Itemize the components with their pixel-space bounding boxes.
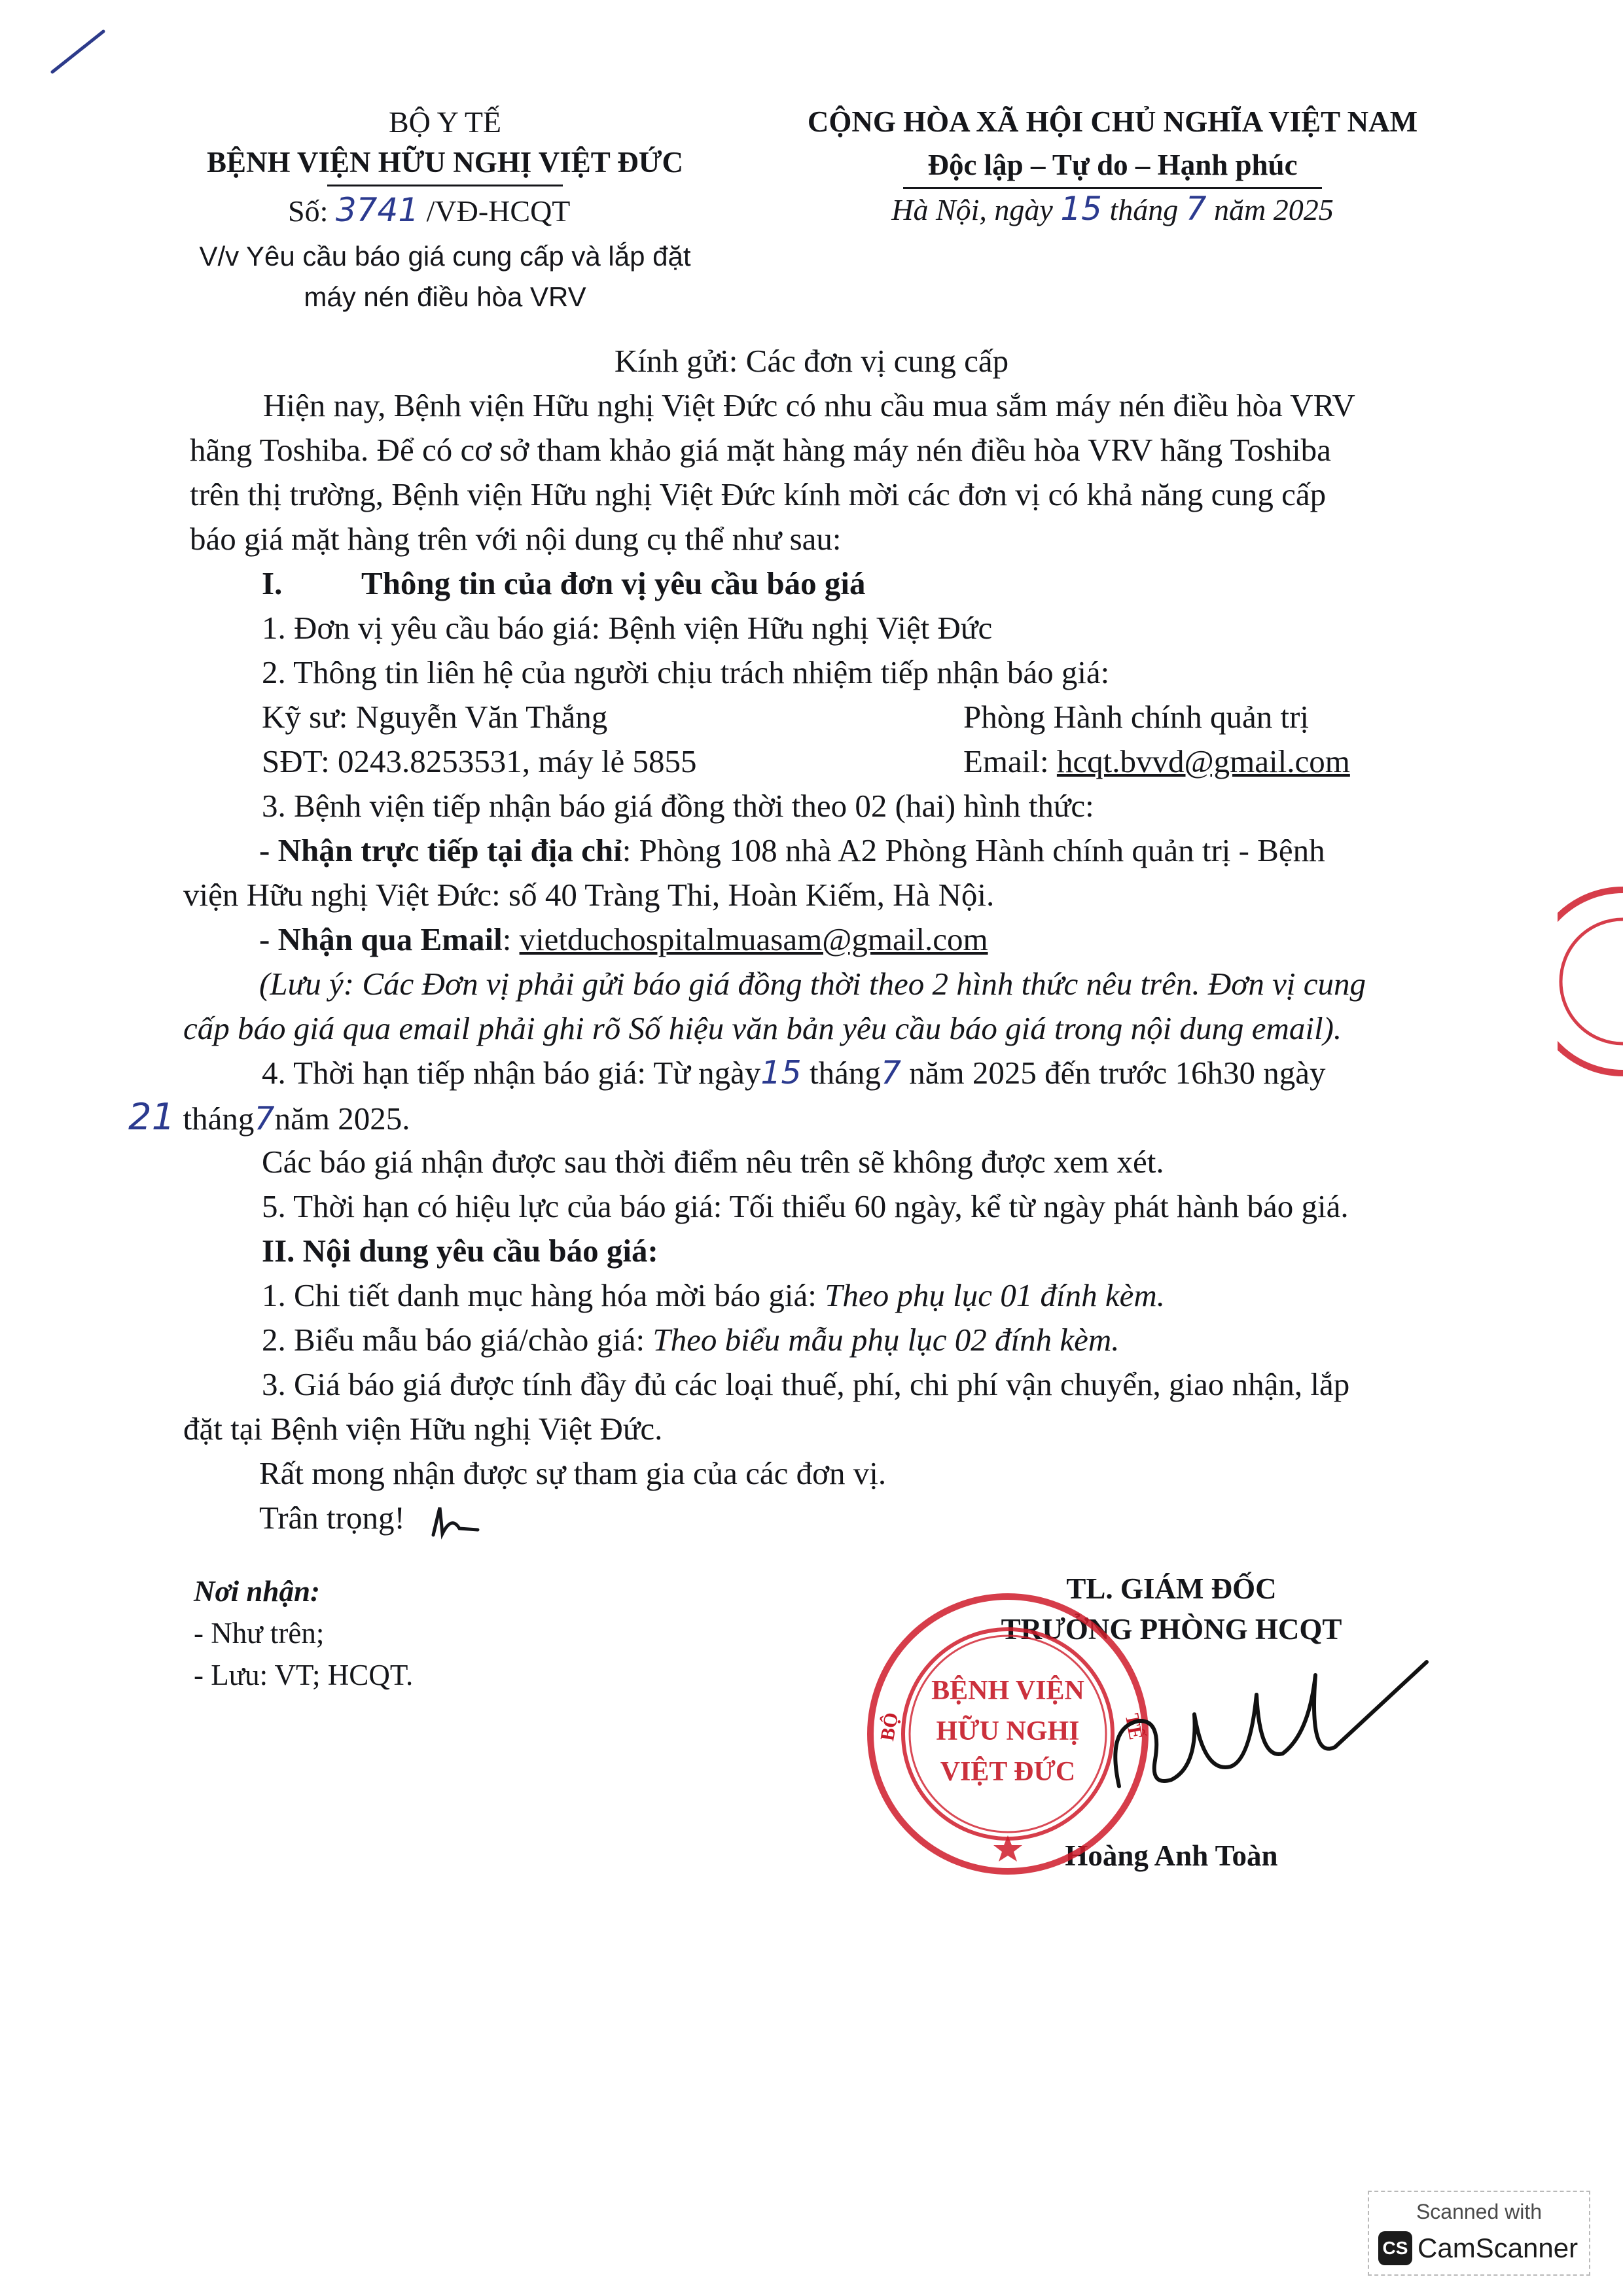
document-number-suffix: /VĐ-HCQT bbox=[426, 194, 571, 228]
closing-line-2: Trân trọng! bbox=[259, 1500, 405, 1536]
item-4-day-2: 21 bbox=[128, 1096, 175, 1139]
contact-email-link[interactable]: hcqt.bvvd@gmail.com bbox=[1056, 743, 1350, 779]
document-number-prefix: Số: bbox=[288, 194, 329, 228]
date-suffix: năm 2025 bbox=[1214, 193, 1334, 226]
direct-receipt-label: - Nhận trực tiếp tại địa chỉ bbox=[259, 832, 622, 868]
item-4-text-d: tháng bbox=[183, 1101, 255, 1137]
date-mid: tháng bbox=[1109, 193, 1179, 226]
intro-line-4: báo giá mặt hàng trên với nội dung cụ thể như sau: bbox=[190, 521, 842, 557]
initial-mark bbox=[425, 1502, 484, 1542]
department-name: Phòng Hành chính quản trị bbox=[963, 699, 1310, 735]
contact-email bbox=[963, 741, 1350, 783]
item-4-text-b: tháng bbox=[809, 1055, 881, 1091]
email-receipt-link[interactable]: vietduchospitalmuasam@gmail.com bbox=[519, 921, 988, 957]
section-1-item-4-line-2 bbox=[128, 1097, 410, 1140]
edge-seal bbox=[1558, 883, 1623, 1080]
section-1-title: Thông tin của đơn vị yêu cầu báo giá bbox=[361, 565, 866, 601]
item-4-month-2: 7 bbox=[254, 1100, 275, 1137]
country-name: CỘNG HÒA XÃ HỘI CHỦ NGHĨA VIỆT NAM bbox=[807, 105, 1418, 138]
phone-number: SĐT: 0243.8253531, máy lẻ 5855 bbox=[262, 743, 697, 779]
section-1-number: I. bbox=[262, 565, 283, 601]
recipients-title: Nơi nhận: bbox=[194, 1575, 320, 1608]
camscanner-logo-icon: CS bbox=[1378, 2231, 1412, 2265]
item-4-text-c: năm 2025 đến trước 16h30 ngày bbox=[909, 1055, 1326, 1091]
section-1-item-2: 2. Thông tin liên hệ của người chịu trách nhiệm tiếp nhận báo giá: bbox=[262, 654, 1110, 690]
camscanner-caption: Scanned with bbox=[1416, 2200, 1543, 2223]
direct-receipt-line bbox=[259, 830, 1325, 872]
note-line-1: (Lưu ý: Các Đơn vị phải gửi báo giá đồng thời theo 2 hình thức nêu trên. Đơn vị cung bbox=[259, 966, 1366, 1002]
hospital-underline bbox=[327, 185, 563, 186]
item-4-text-e: năm 2025. bbox=[274, 1101, 410, 1137]
recipient-1: - Như trên; bbox=[194, 1617, 325, 1650]
direct-receipt-value: : Phòng 108 nhà A2 Phòng Hành chính quản trị - Bệnh bbox=[622, 832, 1325, 868]
section-1-item-5: 5. Thời hạn có hiệu lực của báo giá: Tối thiểu 60 ngày, kể từ ngày phát hành báo giá. bbox=[262, 1188, 1349, 1224]
note-line-2: cấp báo giá qua email phải ghi rõ Số hiệu văn bản yêu cầu báo giá trong nội dung email). bbox=[183, 1010, 1342, 1046]
subject-line-2: máy nén điều hòa VRV bbox=[304, 281, 586, 312]
section-2-item-1-text: 1. Chi tiết danh mục hàng hóa mời báo giá: bbox=[262, 1277, 825, 1313]
section-2-title: II. Nội dung yêu cầu báo giá: bbox=[262, 1233, 658, 1269]
late-quote-note: Các báo giá nhận được sau thời điểm nêu trên sẽ không được xem xét. bbox=[262, 1144, 1164, 1180]
section-1-item-1: 1. Đơn vị yêu cầu báo giá: Bệnh viện Hữu nghị Việt Đức bbox=[262, 610, 993, 646]
motto: Độc lập – Tự do – Hạnh phúc bbox=[927, 149, 1298, 181]
handwritten-signature bbox=[1099, 1636, 1440, 1806]
intro-line-1: Hiện nay, Bệnh viện Hữu nghị Việt Đức có nhu cầu mua sắm máy nén điều hòa VRV bbox=[263, 387, 1355, 423]
stamp-line-1: BỆNH VIỆN bbox=[931, 1676, 1084, 1706]
contact-email-label: Email: bbox=[963, 743, 1049, 779]
section-1-item-4 bbox=[262, 1052, 1326, 1094]
engineer-name: Kỹ sư: Nguyễn Văn Thắng bbox=[262, 699, 608, 735]
intro-line-2: hãng Toshiba. Để có cơ sở tham khảo giá mặt hàng máy nén điều hòa VRV hãng Toshiba bbox=[190, 432, 1331, 468]
date-line bbox=[759, 190, 1466, 228]
signer-name: Hoàng Anh Toàn bbox=[1065, 1839, 1278, 1872]
hospital-name: BỆNH VIỆN HỮU NGHỊ VIỆT ĐỨC bbox=[206, 146, 684, 179]
stamp-side-left: BỘ bbox=[876, 1710, 903, 1743]
document-number bbox=[288, 191, 570, 229]
corner-pen-mark bbox=[46, 26, 111, 79]
stamp-line-3: VIỆT ĐỨC bbox=[940, 1757, 1076, 1787]
item-4-text-a: 4. Thời hạn tiếp nhận báo giá: Từ ngày bbox=[262, 1055, 761, 1091]
recipient-2: - Lưu: VT; HCQT. bbox=[194, 1659, 414, 1691]
closing-line-1: Rất mong nhận được sự tham gia của các đơn vị. bbox=[259, 1455, 887, 1491]
section-1-item-3: 3. Bệnh viện tiếp nhận báo giá đồng thời theo 02 (hai) hình thức: bbox=[262, 788, 1094, 824]
intro-line-3: trên thị trường, Bệnh viện Hữu nghị Việt Đức kính mời các đơn vị có khả năng cung cấp bbox=[190, 476, 1327, 512]
section-2-item-3-line-2: đặt tại Bệnh viện Hữu nghị Việt Đức. bbox=[183, 1411, 663, 1447]
section-2-item-2 bbox=[262, 1319, 1119, 1361]
document-number-handwritten: 3741 bbox=[335, 191, 419, 229]
date-month: 7 bbox=[1185, 190, 1207, 228]
section-2-item-3: 3. Giá báo giá được tính đầy đủ các loại thuế, phí, chi phí vận chuyển, giao nhận, lắp bbox=[262, 1366, 1350, 1402]
stamp-line-2: HỮU NGHỊ bbox=[936, 1716, 1080, 1746]
signature-title-2: TRƯỞNG PHÒNG HCQT bbox=[1001, 1613, 1342, 1646]
camscanner-badge bbox=[1368, 2191, 1590, 2276]
section-2-item-2-italic: Theo biểu mẫu phụ lục 02 đính kèm. bbox=[652, 1322, 1120, 1358]
date-prefix: Hà Nội, ngày bbox=[891, 193, 1053, 226]
date-day: 15 bbox=[1060, 190, 1102, 228]
email-receipt-line: - Nhận qua Email: vietduchospitalmuasam@gmail.com bbox=[259, 921, 988, 957]
item-4-month: 7 bbox=[880, 1054, 902, 1091]
email-receipt-label: - Nhận qua Email bbox=[259, 921, 503, 957]
camscanner-brand: CamScanner bbox=[1418, 2233, 1578, 2263]
signature-title-1: TL. GIÁM ĐỐC bbox=[1066, 1572, 1277, 1605]
stamp-side-right: TẾ bbox=[1120, 1712, 1147, 1742]
subject-line-1: V/v Yêu cầu báo giá cung cấp và lắp đặt bbox=[199, 241, 691, 272]
salutation: Kính gửi: Các đơn vị cung cấp bbox=[614, 343, 1009, 379]
ministry-name: BỘ Y TẾ bbox=[388, 105, 502, 139]
section-2-item-2-text: 2. Biểu mẫu báo giá/chào giá: bbox=[262, 1322, 653, 1358]
section-2-item-1-italic: Theo phụ lục 01 đính kèm. bbox=[825, 1277, 1165, 1313]
section-2-item-1 bbox=[262, 1275, 1165, 1316]
direct-receipt-line-2: viện Hữu nghị Việt Đức: số 40 Tràng Thi, Hoàn Kiếm, Hà Nội. bbox=[183, 877, 995, 913]
motto-underline bbox=[903, 187, 1322, 189]
item-4-day: 15 bbox=[760, 1054, 802, 1091]
